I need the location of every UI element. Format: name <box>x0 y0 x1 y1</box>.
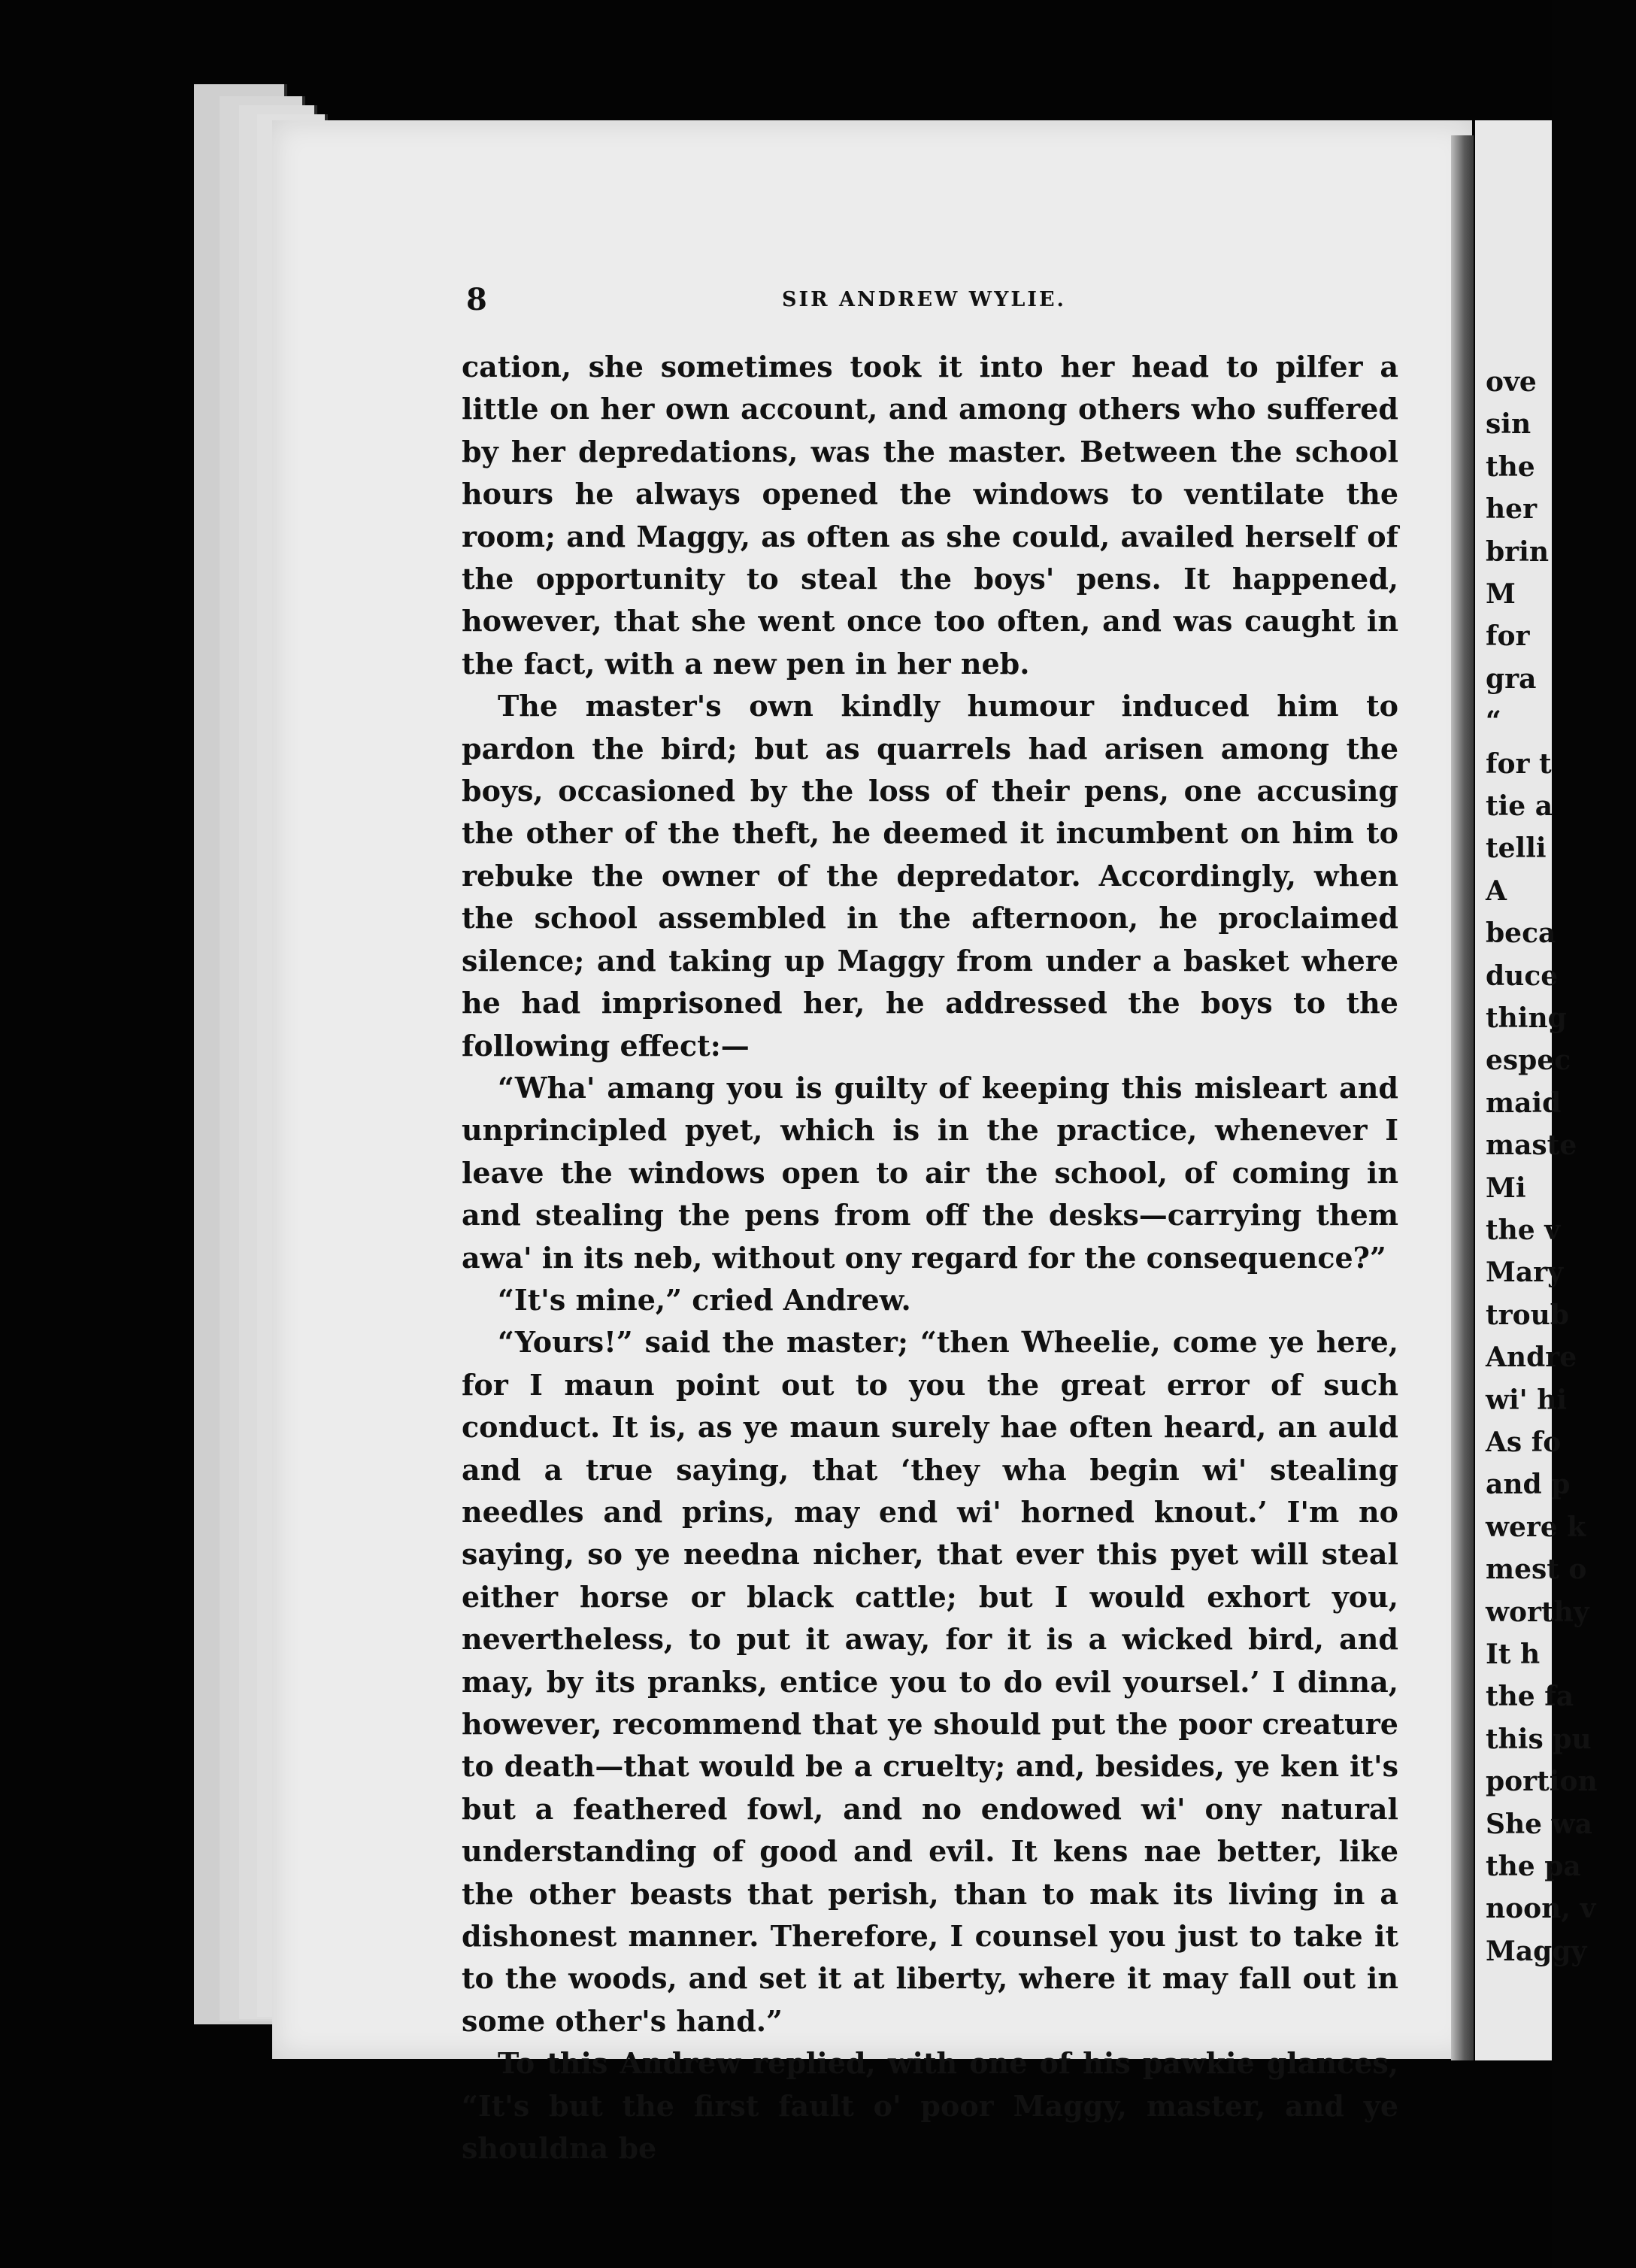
facing-page-fragment <box>1475 120 1598 2060</box>
facing-page-line: Andre <box>1486 1342 1577 1374</box>
facing-page-line: Maggy <box>1486 1935 1587 1967</box>
facing-page-line: for <box>1486 620 1530 653</box>
facing-page-line: telli <box>1486 832 1547 865</box>
page-number: 8 <box>466 282 487 317</box>
facing-page-line: As fo <box>1486 1427 1562 1458</box>
facing-page-line: portion <box>1486 1766 1598 1798</box>
facing-page-line: Mary <box>1486 1257 1564 1289</box>
facing-page-line: It h <box>1486 1639 1541 1670</box>
facing-page-line: mest o <box>1486 1554 1587 1586</box>
facing-page-line: tie a <box>1486 790 1553 822</box>
facing-page-line: brin <box>1486 535 1549 568</box>
facing-page-line: She wa <box>1486 1808 1592 1840</box>
facing-page-line: Mi <box>1486 1172 1526 1204</box>
facing-page-line: this pu <box>1486 1723 1592 1755</box>
facing-page-line: A <box>1486 875 1507 907</box>
facing-page-line: M <box>1486 578 1516 610</box>
facing-page-line: sin <box>1486 408 1531 441</box>
facing-page-line: “ <box>1486 705 1501 738</box>
paragraph: “It's mine,” cried Andrew. <box>498 1282 911 1317</box>
facing-page-line: espec <box>1486 1045 1571 1077</box>
paragraph: The master's own kindly humour induced him to pardon the bird; but as quarrels had arisen among the boys, occasioned by the loss of their pens, one accusing the other of the theft, he deemed it incumbent on him to rebuke the owner of the depredator. Accordingly, when the school assembled in the afternoon, he proclaimed silence; and taking up Maggy from under a basket where he had imprisoned her, he addressed the boys to the following effect:— <box>462 689 1398 1063</box>
facing-page-line: the pa <box>1486 1851 1581 1882</box>
facing-page-line: were k <box>1486 1511 1586 1543</box>
facing-page-line: worthy <box>1486 1596 1589 1628</box>
facing-page-line: the <box>1486 450 1535 483</box>
paragraph: To this Andrew replied, with one of his pawkie glances, “It's but the first fault o' poor Maggy, master, and ye shouldna be <box>462 2046 1398 2166</box>
facing-page-line: for t <box>1486 747 1552 780</box>
facing-page-line: troub <box>1486 1299 1569 1331</box>
facing-page-line: gra <box>1486 663 1537 695</box>
facing-page-line: beca <box>1486 917 1556 950</box>
facing-page-line: the v <box>1486 1214 1561 1246</box>
facing-page-line: duce <box>1486 960 1559 992</box>
book-gutter <box>1451 135 1474 2060</box>
body-text <box>462 346 1398 2169</box>
facing-page-line: maste <box>1486 1129 1577 1162</box>
running-head: SIR ANDREW WYLIE. <box>782 288 1066 311</box>
paragraph: “Yours!” said the master; “then Wheelie, come ye here, for I maun point out to you the great error of such conduct. It is, as ye maun surely hae often heard, an auld and a true saying, that ‘they wha begin wi' stealing needles and prins, may end wi' horned knout.’ I'm no saying, so ye needna nicher, that ever this pyet will steal either horse or black cattle; but I would exhort you, nevertheless, to put it away, for it is a wicked bird, and may, by its pranks, entice you to do evil yoursel.’ I dinna, however, recommend that ye should put the poor creature to death—that would be a cruelty; and, besides, ye ken it's but a feathered fowl, and no endowed wi' ony natural understanding of good and evil. It kens nae better, like the other beasts that perish, than to mak its living in a dishonest manner. Therefore, I counsel you just to take it to the woods, and set it at liberty, where it may fall out in some other's hand.” <box>462 1325 1398 2038</box>
facing-page-line: her <box>1486 493 1538 526</box>
facing-page-line: and p <box>1486 1469 1571 1501</box>
paragraph: “Wha' amang you is guilty of keeping this misleart and unprincipled pyet, which is in the practice, whenever I leave the windows open to air the school, of coming in and stealing the pens from off the desks—carrying them awa' in its neb, without ony regard for the consequence?” <box>462 1070 1398 1275</box>
facing-page-line: noon, v <box>1486 1893 1596 1925</box>
facing-page-line: wi' hi <box>1486 1384 1568 1416</box>
facing-page-line: thing <box>1486 1002 1567 1034</box>
paragraph: cation, she sometimes took it into her head to pilfer a little on her own account, and among others who suffered by her depredations, was the master. Between the school hours he always opened the windows to ventilate the room; and Maggy, as often as she could, availed herself of the opportunity to steal the boys' pens. It happened, however, that she went once too often, and was caught in the fact, with a new pen in her neb. <box>462 350 1398 681</box>
page-header <box>466 282 1398 320</box>
facing-page-line: the fa <box>1486 1681 1574 1713</box>
facing-page-line: maid <box>1486 1087 1562 1119</box>
facing-page-line: ove <box>1486 366 1537 398</box>
